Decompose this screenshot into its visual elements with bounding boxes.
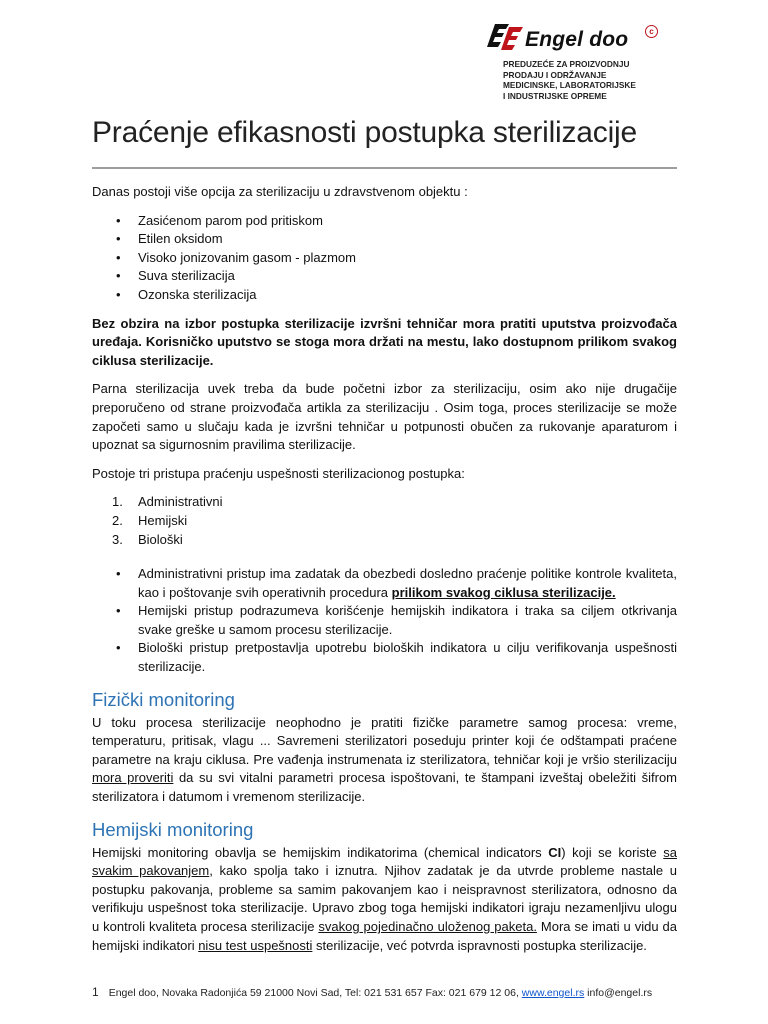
tagline-line: PRODAJU I ODRŽAVANJE [503, 69, 607, 80]
list-item: • Hemijski pristup podrazumeva korišćenje hemijskih indikatora i traka sa ciljem otkrivanja svake greške u samom procesu sterilizacije. [92, 602, 677, 639]
list-item [92, 493, 677, 512]
section-heading-chemical: Hemijski monitoring [92, 818, 254, 840]
approaches-intro: Postoje tri pristupa praćenju uspešnosti sterilizacionog postupka: [92, 465, 465, 481]
list-item: • Ozonska sterilizacija [92, 286, 677, 305]
registered-mark: c [645, 25, 658, 38]
admin-emphasis: prilikom svakog ciklusa sterilizacije. [391, 584, 616, 600]
list-item: • Biološki pristup pretpostavlja upotrebu bioloških indikatora u cilju verifikovanja uspešnosti sterilizacije. [92, 639, 677, 676]
physical-monitoring-paragraph [92, 714, 677, 807]
page-number: 1 [92, 985, 99, 999]
document-title: Praćenje efikasnosti postupka sterilizacije [92, 116, 638, 149]
admin-text: Administrativni pristup ima zadatak da obezbedi dosledno praćenje politike kontrole kvaliteta, kao i poštovanje svih operativnih procedura [138, 566, 677, 600]
text-run: sterilizacije, već potvrda ispravnosti postupka sterilizacije. [312, 937, 647, 953]
page-footer [92, 985, 652, 999]
tagline-line: MEDICINSKE, LABORATORIJSKE [503, 80, 636, 91]
footer-email: info@engel.rs [584, 987, 653, 999]
bold-notice-paragraph: Bez obzira na izbor postupka sterilizacije izvršni tehničar mora pratiti uputstva proizvođača uređaja. Korisničko uputstvo se stoga mora držati na mestu, lako dostupnom prilikom svakog ciklusa sterilizacije. [92, 315, 677, 368]
footer-address: Engel doo, Novaka Radonjića 59 21000 Novi Sad, Tel: 021 531 657 Fax: 021 679 12 06, [108, 987, 522, 999]
approaches-list [92, 493, 677, 549]
text-run: , kako spolja tako i iznutra. Njihov zadatak je da utvrde probleme nastale u postupku pakovanja, probleme sa samim pakovanjem kao i neispravnost sterilizatora, odnosno da verifikuju uspešnost toka sterilizacije. Upravo zbog toga hemijski indikatori igraju nezamenljivu ulogu u kontroli kvaliteta procesa sterilizacije [92, 863, 678, 934]
list-item: • Visoko jonizovanim gasom - plazmom [92, 249, 677, 268]
list-item [92, 512, 677, 531]
title-divider [92, 167, 677, 169]
bold-text: CI [548, 844, 562, 860]
approach-details-list [92, 565, 677, 677]
list-item: • Suva sterilizacija [92, 267, 677, 286]
section-heading-physical: Fizički monitoring [92, 688, 235, 710]
list-label: Hemijski [138, 512, 188, 528]
text-run: U toku procesa sterilizacije neophodno je pratiti fizičke parametre samog procesa: vreme, temperaturu, pritisak, vlagu ... Savremeni sterilizatori poseduju printer koji će odštampati praćene parametre na kraju ciklusa. Pre vađenja instrumenata iz sterilizatora, tehničar koji je vršio sterilizaciju [92, 714, 677, 767]
list-item [92, 565, 677, 602]
list-item [92, 531, 677, 550]
underlined-text: mora proveriti [92, 770, 174, 786]
text-run: ) koji se koriste [561, 844, 664, 860]
company-tagline [503, 59, 636, 101]
tagline-line: I INDUSTRIJSKE OPREME [503, 90, 607, 101]
underlined-text: nisu test uspešnosti [198, 937, 313, 953]
underlined-text: sa svakim pakovanjem [92, 844, 677, 879]
logo-text: Engel doo [525, 28, 629, 51]
list-item: • Etilen oksidom [92, 230, 677, 249]
document-body [92, 183, 677, 955]
text-run: da su svi vitalni parametri procesa ispoštovani, te štampani izveštaj obeležiti šifrom sterilizatora i datumom i vremenom sterilizacije. [92, 770, 677, 805]
intro-paragraph: Danas postoji više opcija za sterilizaciju u zdravstvenom objektu : [92, 184, 468, 199]
chemical-monitoring-paragraph [92, 844, 677, 956]
list-number: 2. [112, 512, 123, 528]
engel-logo-icon [487, 24, 527, 54]
website-link[interactable]: www.engel.rs [521, 987, 585, 999]
list-label: Administrativni [138, 494, 223, 510]
text-run: Hemijski monitoring obavlja se hemijskim indikatorima (chemical indicators [92, 844, 549, 860]
sterilization-options-list [92, 212, 677, 305]
steam-sterilization-paragraph: Parna sterilizacija uvek treba da bude početni izbor za sterilizaciju, osim ako nije drugačije preporučeno od strane proizvođača artikla za sterilizaciju . Osim toga, proces sterilizacije se može započeti samo u slučaju kada je izvršni tehničar u potpunosti obučen za rukovanje aparaturom i upoznat sa sigurnosnim pravilima sterilizacije. [92, 381, 677, 453]
underlined-text: svakog pojedinačno uloženog paketa. [318, 919, 537, 934]
list-number: 1. [112, 494, 123, 510]
list-label: Biološki [138, 531, 183, 547]
tagline-line: PREDUZEĆE ZA PROIZVODNJU [503, 59, 630, 69]
list-number: 3. [112, 531, 123, 547]
text-run: Mora se imati u vidu da hemijski indikatori [92, 919, 677, 953]
list-item: • Zasićenom parom pod pritiskom [92, 212, 677, 231]
